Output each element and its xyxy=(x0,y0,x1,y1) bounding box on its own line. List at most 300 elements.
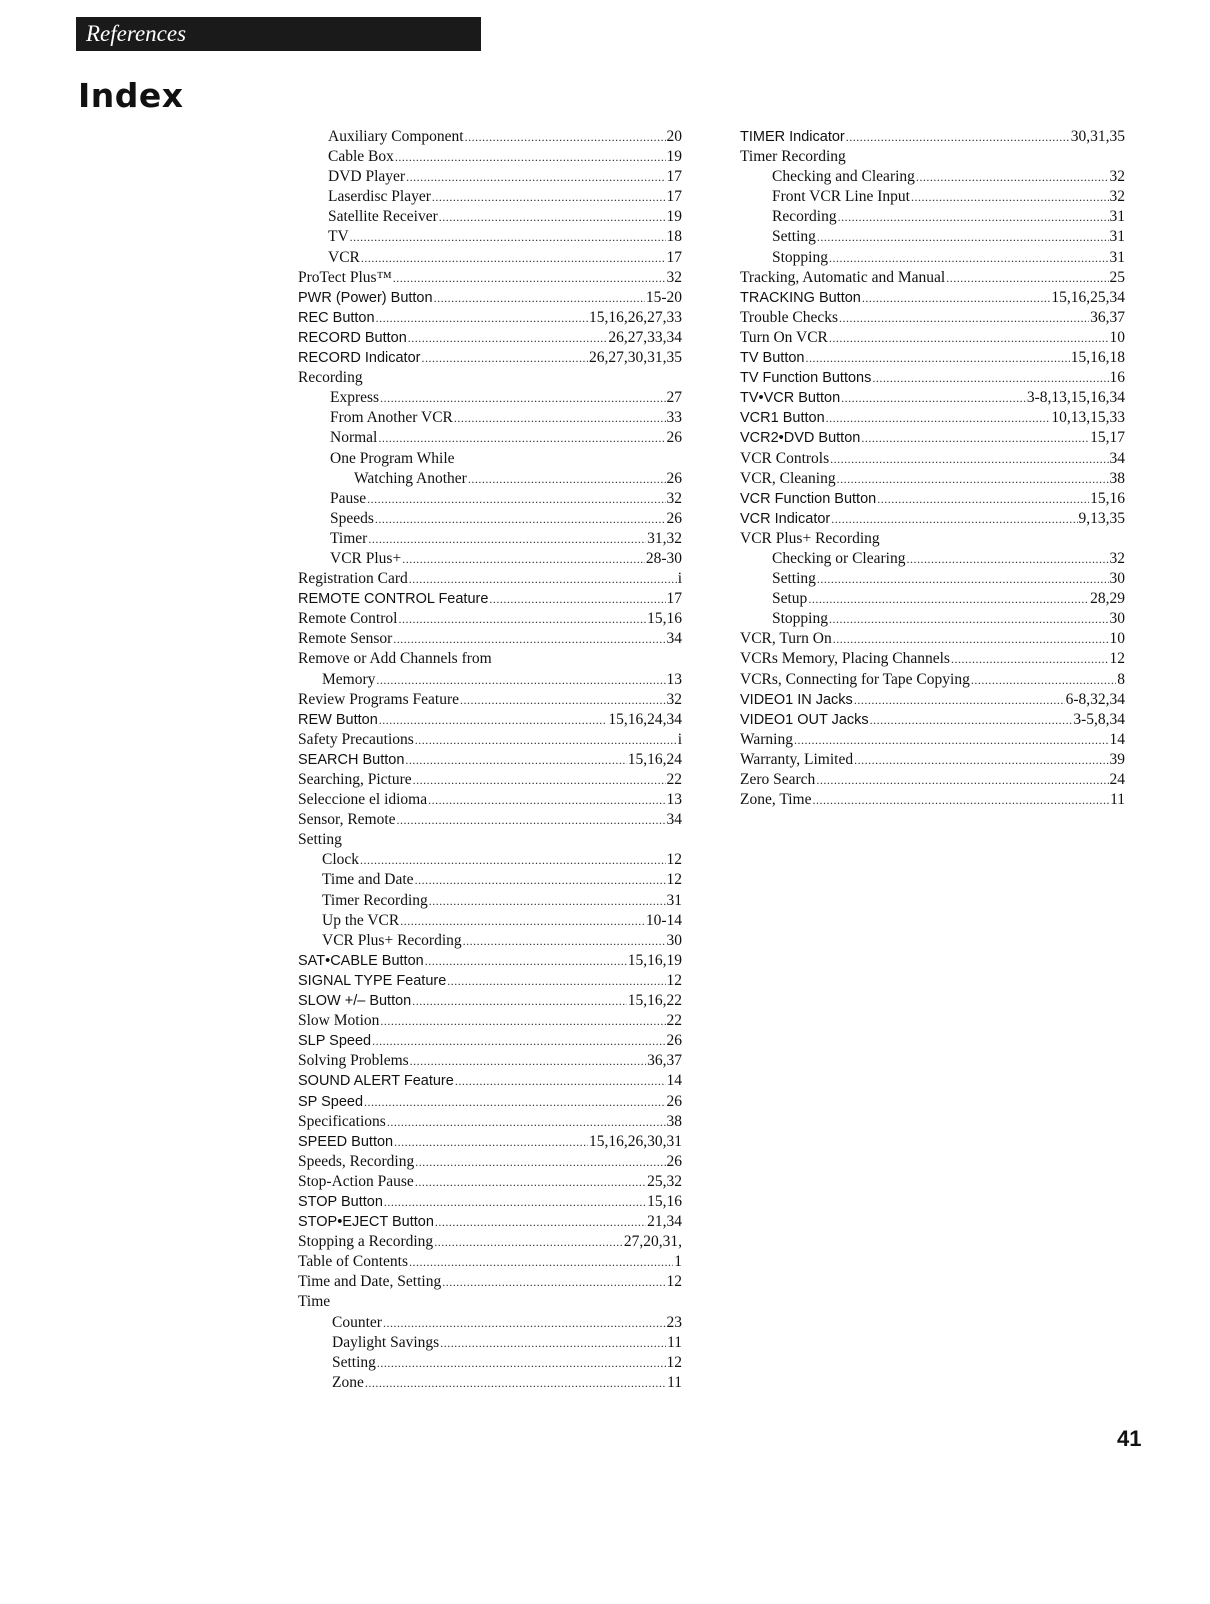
index-entry xyxy=(740,730,1125,750)
index-page-ref: 10-14 xyxy=(645,911,682,929)
dot-leader xyxy=(379,710,608,730)
dot-leader xyxy=(395,147,666,167)
dot-leader xyxy=(434,1232,623,1252)
dot-leader xyxy=(402,549,645,569)
index-entry xyxy=(298,469,682,489)
index-page-ref: i xyxy=(677,730,682,748)
index-entry xyxy=(298,971,682,991)
index-page-ref: 11 xyxy=(667,1333,682,1351)
index-entry xyxy=(740,529,1125,549)
dot-leader xyxy=(831,509,1077,529)
index-entry xyxy=(298,891,682,911)
index-entry xyxy=(298,227,682,247)
dot-leader xyxy=(405,750,626,770)
index-entry xyxy=(298,790,682,810)
index-entry xyxy=(740,629,1125,649)
index-term: Remote Sensor xyxy=(298,630,393,648)
index-entry xyxy=(740,549,1125,569)
index-entry xyxy=(298,649,682,669)
index-page-ref: 9,13,35 xyxy=(1078,509,1125,527)
dot-leader xyxy=(468,469,666,489)
index-term: Up the VCR xyxy=(322,911,400,929)
dot-leader xyxy=(398,609,646,629)
index-entry xyxy=(740,710,1125,730)
index-page-ref: 12 xyxy=(1109,650,1125,668)
index-term: Slow Motion xyxy=(298,1012,380,1030)
index-term: VCR, Turn On xyxy=(740,630,832,648)
dot-leader xyxy=(805,348,1069,368)
index-page-ref: 15,16 xyxy=(1090,489,1125,507)
dot-leader xyxy=(906,549,1108,569)
index-term: Watching Another xyxy=(354,469,467,487)
index-term: SLP Speed xyxy=(298,1033,372,1050)
index-term: VCR2•DVD Button xyxy=(740,430,861,447)
index-term: Tracking, Automatic and Manual xyxy=(740,268,946,286)
index-term: Timer xyxy=(330,529,368,547)
index-page-ref: 30 xyxy=(1109,610,1125,628)
index-term: SEARCH Button xyxy=(298,751,405,768)
index-entry xyxy=(298,710,682,730)
index-page-ref: 25 xyxy=(1109,268,1125,286)
index-term: Time and Date, Setting xyxy=(298,1273,442,1291)
index-term: Recording xyxy=(298,369,363,387)
index-term: Time and Date xyxy=(322,871,414,889)
index-term: Trouble Checks xyxy=(740,308,839,326)
dot-leader xyxy=(397,810,666,830)
index-term: Sensor, Remote xyxy=(298,811,396,829)
index-term: VCRs Memory, Placing Channels xyxy=(740,650,950,668)
index-page-ref: 26 xyxy=(666,1092,682,1110)
index-entry xyxy=(740,670,1125,690)
index-page-ref: 26 xyxy=(666,469,682,487)
index-page-ref: 27,20,31, xyxy=(623,1233,682,1251)
index-page-ref: 13 xyxy=(666,791,682,809)
dot-leader xyxy=(425,951,627,971)
index-term: SIGNAL TYPE Feature xyxy=(298,972,447,989)
dot-leader xyxy=(393,629,665,649)
index-entry xyxy=(298,167,682,187)
index-page-ref: 28,29 xyxy=(1090,590,1125,608)
index-entry xyxy=(298,1071,682,1091)
index-entry xyxy=(298,1313,682,1333)
dot-leader xyxy=(413,770,666,790)
section-header: References xyxy=(76,17,481,51)
index-entry xyxy=(740,589,1125,609)
index-page-ref: 18 xyxy=(666,228,682,246)
index-entry xyxy=(298,750,682,770)
dot-leader xyxy=(841,388,1026,408)
index-entry xyxy=(740,187,1125,207)
index-page-ref: 17 xyxy=(666,168,682,186)
dot-leader xyxy=(817,227,1109,247)
index-entry xyxy=(298,147,682,167)
index-term: DVD Player xyxy=(328,168,406,186)
index-page-ref: 12 xyxy=(666,971,682,989)
index-page-ref: 11 xyxy=(1110,791,1125,809)
dot-leader xyxy=(837,469,1109,489)
index-entry xyxy=(740,609,1125,629)
index-term: PWR (Power) Button xyxy=(298,289,433,306)
index-entry xyxy=(740,268,1125,288)
index-term: Checking and Clearing xyxy=(772,168,915,186)
index-entry xyxy=(298,810,682,830)
index-entry xyxy=(740,569,1125,589)
index-entry xyxy=(298,449,682,469)
index-entry xyxy=(298,730,682,750)
index-term: Normal xyxy=(330,429,378,447)
index-term: Daylight Savings xyxy=(332,1333,440,1351)
index-entry xyxy=(298,1152,682,1172)
index-term: Registration Card xyxy=(298,570,408,588)
index-entry xyxy=(298,991,682,1011)
dot-leader xyxy=(360,850,665,870)
index-page-ref: 39 xyxy=(1109,750,1125,768)
index-page-ref: 19 xyxy=(666,148,682,166)
index-term: VCR Plus+ Recording xyxy=(322,931,462,949)
dot-leader xyxy=(829,248,1109,268)
dot-leader xyxy=(410,1051,646,1071)
index-entry xyxy=(298,1373,682,1393)
index-page-ref: 17 xyxy=(666,248,682,266)
dot-leader xyxy=(854,690,1065,710)
index-page-ref: 15,16,24,34 xyxy=(608,710,682,728)
dot-leader xyxy=(872,368,1108,388)
index-term: VCR, Cleaning xyxy=(740,469,836,487)
dot-leader xyxy=(454,408,666,428)
dot-leader xyxy=(812,790,1109,810)
index-entry xyxy=(740,368,1125,388)
index-term: Review Programs Feature xyxy=(298,690,459,708)
dot-leader xyxy=(375,509,666,529)
index-page-ref: 15,16,25,34 xyxy=(1051,288,1125,306)
index-entry xyxy=(298,1192,682,1212)
index-entry xyxy=(740,408,1125,428)
index-entry xyxy=(740,489,1125,509)
index-term: SAT•CABLE Button xyxy=(298,952,424,969)
dot-leader xyxy=(435,1212,646,1232)
index-term: STOP Button xyxy=(298,1193,383,1210)
dot-leader xyxy=(376,670,665,690)
dot-leader xyxy=(808,589,1089,609)
index-term: Stopping a Recording xyxy=(298,1233,434,1251)
dot-leader xyxy=(377,1353,666,1373)
index-page-ref: 20 xyxy=(666,128,682,145)
dot-leader xyxy=(384,1192,646,1212)
dot-leader xyxy=(442,1272,665,1292)
index-page-ref: 15,16,22 xyxy=(627,992,682,1010)
dot-leader xyxy=(971,670,1116,690)
index-page-ref: 31,32 xyxy=(647,529,682,547)
index-term: Remote Control xyxy=(298,610,398,628)
index-entry xyxy=(740,248,1125,268)
index-entry xyxy=(740,127,1125,147)
index-entry xyxy=(740,770,1125,790)
index-entry xyxy=(298,850,682,870)
page-number: 41 xyxy=(1117,1426,1142,1451)
index-page-ref: 24 xyxy=(1109,771,1125,788)
index-page-ref: 3-5,8,34 xyxy=(1073,710,1125,728)
index-term: Remove or Add Channels from xyxy=(298,650,492,668)
index-page-ref: 15-20 xyxy=(645,288,682,306)
index-entry xyxy=(740,790,1125,810)
index-entry xyxy=(298,629,682,649)
index-entry xyxy=(298,670,682,690)
index-page-ref: 11 xyxy=(667,1373,682,1391)
dot-leader xyxy=(412,991,627,1011)
index-term: Searching, Picture xyxy=(298,771,412,788)
index-page-ref: 15,16,26,27,33 xyxy=(589,308,682,326)
index-page-ref: 33 xyxy=(666,409,682,427)
index-term: Turn On VCR xyxy=(740,328,828,346)
index-page-ref: 26 xyxy=(666,509,682,527)
index-term: SLOW +/– Button xyxy=(298,993,412,1010)
index-page-ref: 14 xyxy=(666,1072,682,1090)
dot-leader xyxy=(463,931,666,951)
index-entry xyxy=(740,750,1125,770)
index-entry xyxy=(298,127,682,147)
index-entry xyxy=(298,1212,682,1232)
index-term: SOUND ALERT Feature xyxy=(298,1073,454,1090)
dot-leader xyxy=(870,710,1073,730)
index-term: REW Button xyxy=(298,711,378,728)
index-entry xyxy=(298,288,682,308)
index-entry xyxy=(298,268,682,288)
index-page-ref: 10 xyxy=(1109,328,1125,346)
dot-leader xyxy=(394,1132,588,1152)
dot-leader xyxy=(400,911,645,931)
index-term: TV Button xyxy=(740,350,805,367)
index-term: Recording xyxy=(772,208,837,226)
index-page-ref: 26,27,33,34 xyxy=(608,328,682,346)
index-entry xyxy=(298,1272,682,1292)
index-page-ref: 36,37 xyxy=(647,1052,682,1070)
index-term: Setting xyxy=(298,831,342,849)
index-term: Speeds, Recording xyxy=(298,1152,415,1170)
index-page-ref: 28-30 xyxy=(645,549,682,567)
index-page-ref: 10,13,15,33 xyxy=(1051,409,1125,427)
index-term: Setting xyxy=(772,570,816,588)
index-term: Zero Search xyxy=(740,771,816,788)
index-entry xyxy=(298,830,682,850)
dot-leader xyxy=(946,268,1108,288)
index-page-ref: 15,16 xyxy=(647,1192,682,1210)
index-page-ref: 36,37 xyxy=(1090,308,1125,326)
index-page-ref: 34 xyxy=(1109,449,1125,467)
index-page-ref: 1 xyxy=(674,1253,682,1271)
index-page-ref: 15,16,24 xyxy=(627,750,682,768)
dot-leader xyxy=(409,569,677,589)
dot-leader xyxy=(829,609,1109,629)
dot-leader xyxy=(376,308,588,328)
index-entry xyxy=(740,428,1125,448)
index-entry xyxy=(298,1353,682,1373)
index-term: Warranty, Limited xyxy=(740,750,854,768)
index-term: TV Function Buttons xyxy=(740,370,872,387)
dot-leader xyxy=(951,649,1109,669)
index-term: VCR Controls xyxy=(740,449,830,467)
dot-leader xyxy=(861,428,1089,448)
index-entry xyxy=(298,1031,682,1051)
index-term: One Program While xyxy=(330,449,455,467)
index-entry xyxy=(740,509,1125,529)
index-page-ref: 16 xyxy=(1109,369,1125,387)
dot-leader xyxy=(415,1152,665,1172)
index-entry xyxy=(298,509,682,529)
dot-leader xyxy=(838,207,1109,227)
index-page-ref: 32 xyxy=(666,268,682,286)
index-page-ref: 26 xyxy=(666,1032,682,1050)
index-entry xyxy=(298,1011,682,1031)
index-term: From Another VCR xyxy=(330,409,453,427)
index-page-ref: 10 xyxy=(1109,630,1125,648)
index-entry xyxy=(298,348,682,368)
index-entry xyxy=(298,770,682,790)
dot-leader xyxy=(816,770,1108,790)
index-page-ref: 31 xyxy=(666,891,682,909)
dot-leader xyxy=(829,328,1109,348)
index-page-ref: 15,16,19 xyxy=(627,951,682,969)
index-entry xyxy=(740,690,1125,710)
index-term: VCR Function Button xyxy=(740,490,877,507)
index-page-ref: 30 xyxy=(1109,570,1125,588)
index-term: Solving Problems xyxy=(298,1052,409,1070)
index-page-ref: 25,32 xyxy=(647,1172,682,1190)
index-page-ref: 31 xyxy=(1109,228,1125,246)
index-entry xyxy=(298,428,682,448)
index-entry xyxy=(298,187,682,207)
dot-leader xyxy=(830,449,1108,469)
index-term: Setting xyxy=(332,1353,376,1371)
dot-leader xyxy=(447,971,665,991)
index-page-ref: i xyxy=(677,570,682,588)
index-term: Table of Contents xyxy=(298,1253,408,1271)
index-entry xyxy=(298,207,682,227)
dot-leader xyxy=(408,328,608,348)
index-term: STOP•EJECT Button xyxy=(298,1214,434,1231)
index-entry xyxy=(740,388,1125,408)
dot-leader xyxy=(380,388,665,408)
index-entry xyxy=(298,1092,682,1112)
index-term: Stopping xyxy=(772,610,828,628)
index-page-ref: 15,16,18 xyxy=(1070,349,1125,367)
dot-leader xyxy=(429,891,666,911)
index-page-ref: 30,31,35 xyxy=(1070,128,1125,145)
dot-leader xyxy=(465,127,666,147)
index-page-ref: 30 xyxy=(666,931,682,949)
index-entry xyxy=(740,449,1125,469)
index-page-ref: 15,17 xyxy=(1090,429,1125,447)
index-page-ref: 32 xyxy=(666,690,682,708)
index-term: Timer Recording xyxy=(322,891,428,909)
index-term: VCR Plus+ xyxy=(330,549,402,567)
index-entry xyxy=(298,1252,682,1272)
index-term: Speeds xyxy=(330,509,374,527)
index-page-ref: 13 xyxy=(666,670,682,688)
dot-leader xyxy=(415,870,666,890)
index-term: Memory xyxy=(322,670,376,688)
index-term: Counter xyxy=(332,1313,382,1331)
index-page-ref: 32 xyxy=(666,489,682,507)
index-page-ref: 27 xyxy=(666,389,682,407)
index-entry xyxy=(740,207,1125,227)
index-entry xyxy=(298,549,682,569)
index-page-ref: 17 xyxy=(666,590,682,608)
index-term: REC Button xyxy=(298,309,375,326)
dot-leader xyxy=(367,489,665,509)
index-page-ref: 6-8,32,34 xyxy=(1065,690,1125,708)
index-page-ref: 12 xyxy=(666,871,682,889)
index-entry xyxy=(298,690,682,710)
index-page-ref: 19 xyxy=(666,208,682,226)
index-entry xyxy=(298,388,682,408)
dot-leader xyxy=(378,428,665,448)
dot-leader xyxy=(833,629,1109,649)
index-column-left xyxy=(298,127,682,1393)
index-entry xyxy=(740,227,1125,247)
index-entry xyxy=(740,469,1125,489)
index-entry xyxy=(298,1112,682,1132)
index-page-ref: 32 xyxy=(1109,549,1125,567)
index-entry xyxy=(298,408,682,428)
index-page-ref: 32 xyxy=(1109,188,1125,206)
dot-leader xyxy=(434,288,645,308)
index-term: Satellite Receiver xyxy=(328,208,438,226)
index-page-ref: 12 xyxy=(666,851,682,869)
index-entry xyxy=(298,328,682,348)
dot-leader xyxy=(817,569,1109,589)
index-term: Safety Precautions xyxy=(298,730,414,748)
dot-leader xyxy=(372,1031,665,1051)
index-page-ref: 34 xyxy=(666,630,682,648)
dot-leader xyxy=(415,730,677,750)
index-term: Auxiliary Component xyxy=(328,128,464,145)
index-term: TV xyxy=(328,228,349,246)
index-term: Specifications xyxy=(298,1112,386,1130)
dot-leader xyxy=(826,408,1051,428)
index-page-ref: 14 xyxy=(1109,730,1125,748)
index-page-ref: 15,16,26,30,31 xyxy=(589,1132,682,1150)
index-page-ref: 22 xyxy=(666,771,682,788)
index-entry xyxy=(298,529,682,549)
index-entry xyxy=(298,248,682,268)
index-entry xyxy=(298,308,682,328)
index-page-ref: 17 xyxy=(666,188,682,206)
dot-leader xyxy=(439,207,666,227)
index-page-ref: 12 xyxy=(666,1273,682,1291)
index-entry xyxy=(740,308,1125,328)
index-entry xyxy=(298,368,682,388)
dot-leader xyxy=(350,227,666,247)
dot-leader xyxy=(361,248,666,268)
dot-leader xyxy=(383,1313,666,1333)
dot-leader xyxy=(877,489,1089,509)
dot-leader xyxy=(421,348,588,368)
index-page-ref: 21,34 xyxy=(647,1213,682,1231)
dot-leader xyxy=(432,187,666,207)
index-page-ref: 34 xyxy=(666,811,682,829)
dot-leader xyxy=(489,589,665,609)
dot-leader xyxy=(428,790,665,810)
index-term: RECORD Button xyxy=(298,329,407,346)
dot-leader xyxy=(846,127,1070,147)
index-term: TV•VCR Button xyxy=(740,390,841,407)
index-entry xyxy=(298,589,682,609)
index-entry xyxy=(298,931,682,951)
index-entry xyxy=(298,1333,682,1353)
index-page-ref: 12 xyxy=(666,1353,682,1371)
index-entry xyxy=(740,167,1125,187)
index-entry xyxy=(740,649,1125,669)
